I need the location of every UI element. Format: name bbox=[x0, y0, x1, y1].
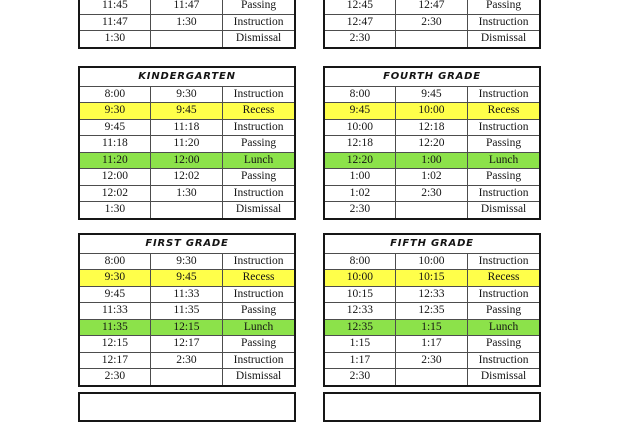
cell-end: 2:30 bbox=[150, 352, 222, 369]
schedule-row bbox=[79, 303, 295, 320]
cell-activity: Passing bbox=[468, 169, 540, 186]
table-title-kindergarten: KINDERGARTEN bbox=[79, 67, 295, 86]
schedule-row bbox=[324, 103, 540, 120]
cell-start: 11:35 bbox=[79, 319, 150, 336]
cell-end: 12:17 bbox=[150, 336, 222, 353]
table-partial-bottom-left bbox=[78, 392, 296, 422]
cell-start: 10:15 bbox=[324, 286, 395, 303]
cell-start: 12:18 bbox=[324, 136, 395, 153]
cell-activity: Instruction bbox=[223, 253, 295, 270]
cell-end: 12:20 bbox=[395, 136, 467, 153]
cell-activity: Instruction bbox=[468, 86, 540, 103]
schedule-row bbox=[324, 202, 540, 219]
cell-end: 12:00 bbox=[150, 152, 222, 169]
cell-start: 9:30 bbox=[79, 103, 150, 120]
schedule-row bbox=[79, 152, 295, 169]
schedule-row bbox=[324, 352, 540, 369]
cell-activity: Dismissal bbox=[223, 31, 295, 48]
schedule-row bbox=[79, 185, 295, 202]
cell-start: 2:30 bbox=[324, 31, 395, 48]
schedule-row bbox=[324, 303, 540, 320]
cell-activity: Passing bbox=[468, 336, 540, 353]
cell-activity: Instruction bbox=[468, 14, 540, 31]
cell-activity: Instruction bbox=[223, 352, 295, 369]
table-title-fifth-grade: FIFTH GRADE bbox=[324, 234, 540, 253]
cell-start: 10:00 bbox=[324, 119, 395, 136]
cell-activity: Recess bbox=[468, 270, 540, 287]
schedule-row bbox=[79, 119, 295, 136]
cell-start: 11:33 bbox=[79, 303, 150, 320]
cell-end: 10:00 bbox=[395, 253, 467, 270]
cell-start: 9:45 bbox=[79, 286, 150, 303]
schedule-row bbox=[324, 152, 540, 169]
schedule-row bbox=[79, 253, 295, 270]
cell-activity: Dismissal bbox=[468, 31, 540, 48]
cell-activity: Passing bbox=[468, 0, 540, 14]
cell-activity: Instruction bbox=[468, 352, 540, 369]
schedule-row bbox=[324, 119, 540, 136]
cell-start: 12:17 bbox=[79, 352, 150, 369]
schedule-row bbox=[324, 86, 540, 103]
cell-start: 9:45 bbox=[79, 119, 150, 136]
cell-start: 9:30 bbox=[79, 270, 150, 287]
cell-end: 1:00 bbox=[395, 152, 467, 169]
cell-start: 12:02 bbox=[79, 185, 150, 202]
cell-activity: Lunch bbox=[223, 319, 295, 336]
cell-end: 1:30 bbox=[150, 185, 222, 202]
schedule-row bbox=[79, 14, 295, 31]
cell-activity: Passing bbox=[223, 136, 295, 153]
table-partial-top-left bbox=[78, 0, 296, 49]
cell-activity: Recess bbox=[223, 270, 295, 287]
schedule-row bbox=[79, 103, 295, 120]
cell-end: 12:15 bbox=[150, 319, 222, 336]
cell-start: 10:00 bbox=[324, 270, 395, 287]
cell-start: 12:20 bbox=[324, 152, 395, 169]
cell-end: 9:30 bbox=[150, 86, 222, 103]
schedule-row bbox=[324, 336, 540, 353]
cell-activity: Passing bbox=[468, 136, 540, 153]
cell-activity: Instruction bbox=[223, 185, 295, 202]
cell-start: 1:30 bbox=[79, 31, 150, 48]
table-partial-top-right bbox=[323, 0, 541, 49]
schedule-row bbox=[324, 286, 540, 303]
cell-activity: Instruction bbox=[468, 253, 540, 270]
cell-end: 12:33 bbox=[395, 286, 467, 303]
cell-end: 1:02 bbox=[395, 169, 467, 186]
cell-start: 8:00 bbox=[324, 86, 395, 103]
cell-end: 10:15 bbox=[395, 270, 467, 287]
cell-activity: Dismissal bbox=[468, 202, 540, 219]
cell-start: 1:02 bbox=[324, 185, 395, 202]
table-title-first-grade: FIRST GRADE bbox=[79, 234, 295, 253]
cell-activity: Lunch bbox=[223, 152, 295, 169]
cell-start: 8:00 bbox=[79, 253, 150, 270]
cell-end: 12:18 bbox=[395, 119, 467, 136]
cell-activity: Instruction bbox=[468, 185, 540, 202]
table-kindergarten bbox=[78, 66, 296, 220]
cell-activity: Passing bbox=[468, 303, 540, 320]
schedule-row bbox=[79, 136, 295, 153]
schedule-row bbox=[79, 352, 295, 369]
schedule-row bbox=[79, 286, 295, 303]
schedule-row bbox=[79, 270, 295, 287]
cell-activity: Instruction bbox=[223, 119, 295, 136]
cell-activity: Recess bbox=[468, 103, 540, 120]
cell-end: 12:35 bbox=[395, 303, 467, 320]
schedule-row bbox=[324, 136, 540, 153]
schedule-row bbox=[79, 319, 295, 336]
cell-start: 11:18 bbox=[79, 136, 150, 153]
cell-end bbox=[150, 369, 222, 386]
cell-activity: Instruction bbox=[223, 86, 295, 103]
schedule-row bbox=[324, 14, 540, 31]
cell-end bbox=[395, 31, 467, 48]
table-fifth-grade bbox=[323, 233, 541, 387]
schedule-row bbox=[79, 202, 295, 219]
cell-activity: Lunch bbox=[468, 319, 540, 336]
cell-start: 9:45 bbox=[324, 103, 395, 120]
cell-start: 12:15 bbox=[79, 336, 150, 353]
cell-end: 1:15 bbox=[395, 319, 467, 336]
schedule-row bbox=[79, 336, 295, 353]
cell-end: 10:00 bbox=[395, 103, 467, 120]
cell-start: 2:30 bbox=[324, 369, 395, 386]
cell-start: 8:00 bbox=[324, 253, 395, 270]
cell-end: 1:17 bbox=[395, 336, 467, 353]
schedule-row bbox=[324, 253, 540, 270]
schedule-row bbox=[79, 0, 295, 14]
table-first-grade bbox=[78, 233, 296, 387]
schedule-row bbox=[324, 31, 540, 48]
cell-activity: Instruction bbox=[468, 286, 540, 303]
cell-activity: Instruction bbox=[223, 14, 295, 31]
schedule-row bbox=[324, 369, 540, 386]
cell-end: 9:30 bbox=[150, 253, 222, 270]
cell-end: 11:33 bbox=[150, 286, 222, 303]
cell-start: 11:45 bbox=[79, 0, 150, 14]
schedule-row bbox=[324, 169, 540, 186]
cell-activity: Dismissal bbox=[223, 369, 295, 386]
cell-start: 1:17 bbox=[324, 352, 395, 369]
cell-end: 9:45 bbox=[150, 103, 222, 120]
cell-end: 11:47 bbox=[150, 0, 222, 14]
cell-activity: Dismissal bbox=[223, 202, 295, 219]
cell-end: 1:30 bbox=[150, 14, 222, 31]
schedule-row bbox=[79, 369, 295, 386]
cell-activity: Lunch bbox=[468, 152, 540, 169]
table-fourth-grade bbox=[323, 66, 541, 220]
cell-end bbox=[395, 369, 467, 386]
schedule-row bbox=[324, 319, 540, 336]
schedule-row bbox=[79, 169, 295, 186]
schedule-row bbox=[79, 31, 295, 48]
cell-start: 11:20 bbox=[79, 152, 150, 169]
cell-start: 1:00 bbox=[324, 169, 395, 186]
cell-activity: Passing bbox=[223, 169, 295, 186]
schedule-row bbox=[324, 0, 540, 14]
schedule-row bbox=[324, 185, 540, 202]
cell-end: 11:18 bbox=[150, 119, 222, 136]
cell-activity: Passing bbox=[223, 303, 295, 320]
cell-start: 2:30 bbox=[79, 369, 150, 386]
table-partial-bottom-right bbox=[323, 392, 541, 422]
cell-start: 1:15 bbox=[324, 336, 395, 353]
cell-end: 12:02 bbox=[150, 169, 222, 186]
cell-start: 2:30 bbox=[324, 202, 395, 219]
cell-end: 11:20 bbox=[150, 136, 222, 153]
cell-start: 8:00 bbox=[79, 86, 150, 103]
cell-activity: Passing bbox=[223, 336, 295, 353]
cell-end: 11:35 bbox=[150, 303, 222, 320]
cell-end bbox=[150, 31, 222, 48]
cell-activity: Instruction bbox=[468, 119, 540, 136]
cell-end bbox=[150, 202, 222, 219]
schedule-row bbox=[324, 270, 540, 287]
cell-start: 12:35 bbox=[324, 319, 395, 336]
cell-start: 12:00 bbox=[79, 169, 150, 186]
cell-activity: Dismissal bbox=[468, 369, 540, 386]
cell-activity: Recess bbox=[223, 103, 295, 120]
cell-end: 12:47 bbox=[395, 0, 467, 14]
cell-end: 9:45 bbox=[150, 270, 222, 287]
cell-activity: Passing bbox=[223, 0, 295, 14]
cell-end: 2:30 bbox=[395, 185, 467, 202]
cell-start: 12:47 bbox=[324, 14, 395, 31]
cell-activity: Instruction bbox=[223, 286, 295, 303]
cell-end bbox=[395, 202, 467, 219]
cell-end: 2:30 bbox=[395, 14, 467, 31]
cell-start: 12:33 bbox=[324, 303, 395, 320]
cell-start: 11:47 bbox=[79, 14, 150, 31]
cell-start: 12:45 bbox=[324, 0, 395, 14]
cell-start: 1:30 bbox=[79, 202, 150, 219]
table-title-fourth-grade: FOURTH GRADE bbox=[324, 67, 540, 86]
cell-end: 9:45 bbox=[395, 86, 467, 103]
schedule-row bbox=[79, 86, 295, 103]
cell-end: 2:30 bbox=[395, 352, 467, 369]
